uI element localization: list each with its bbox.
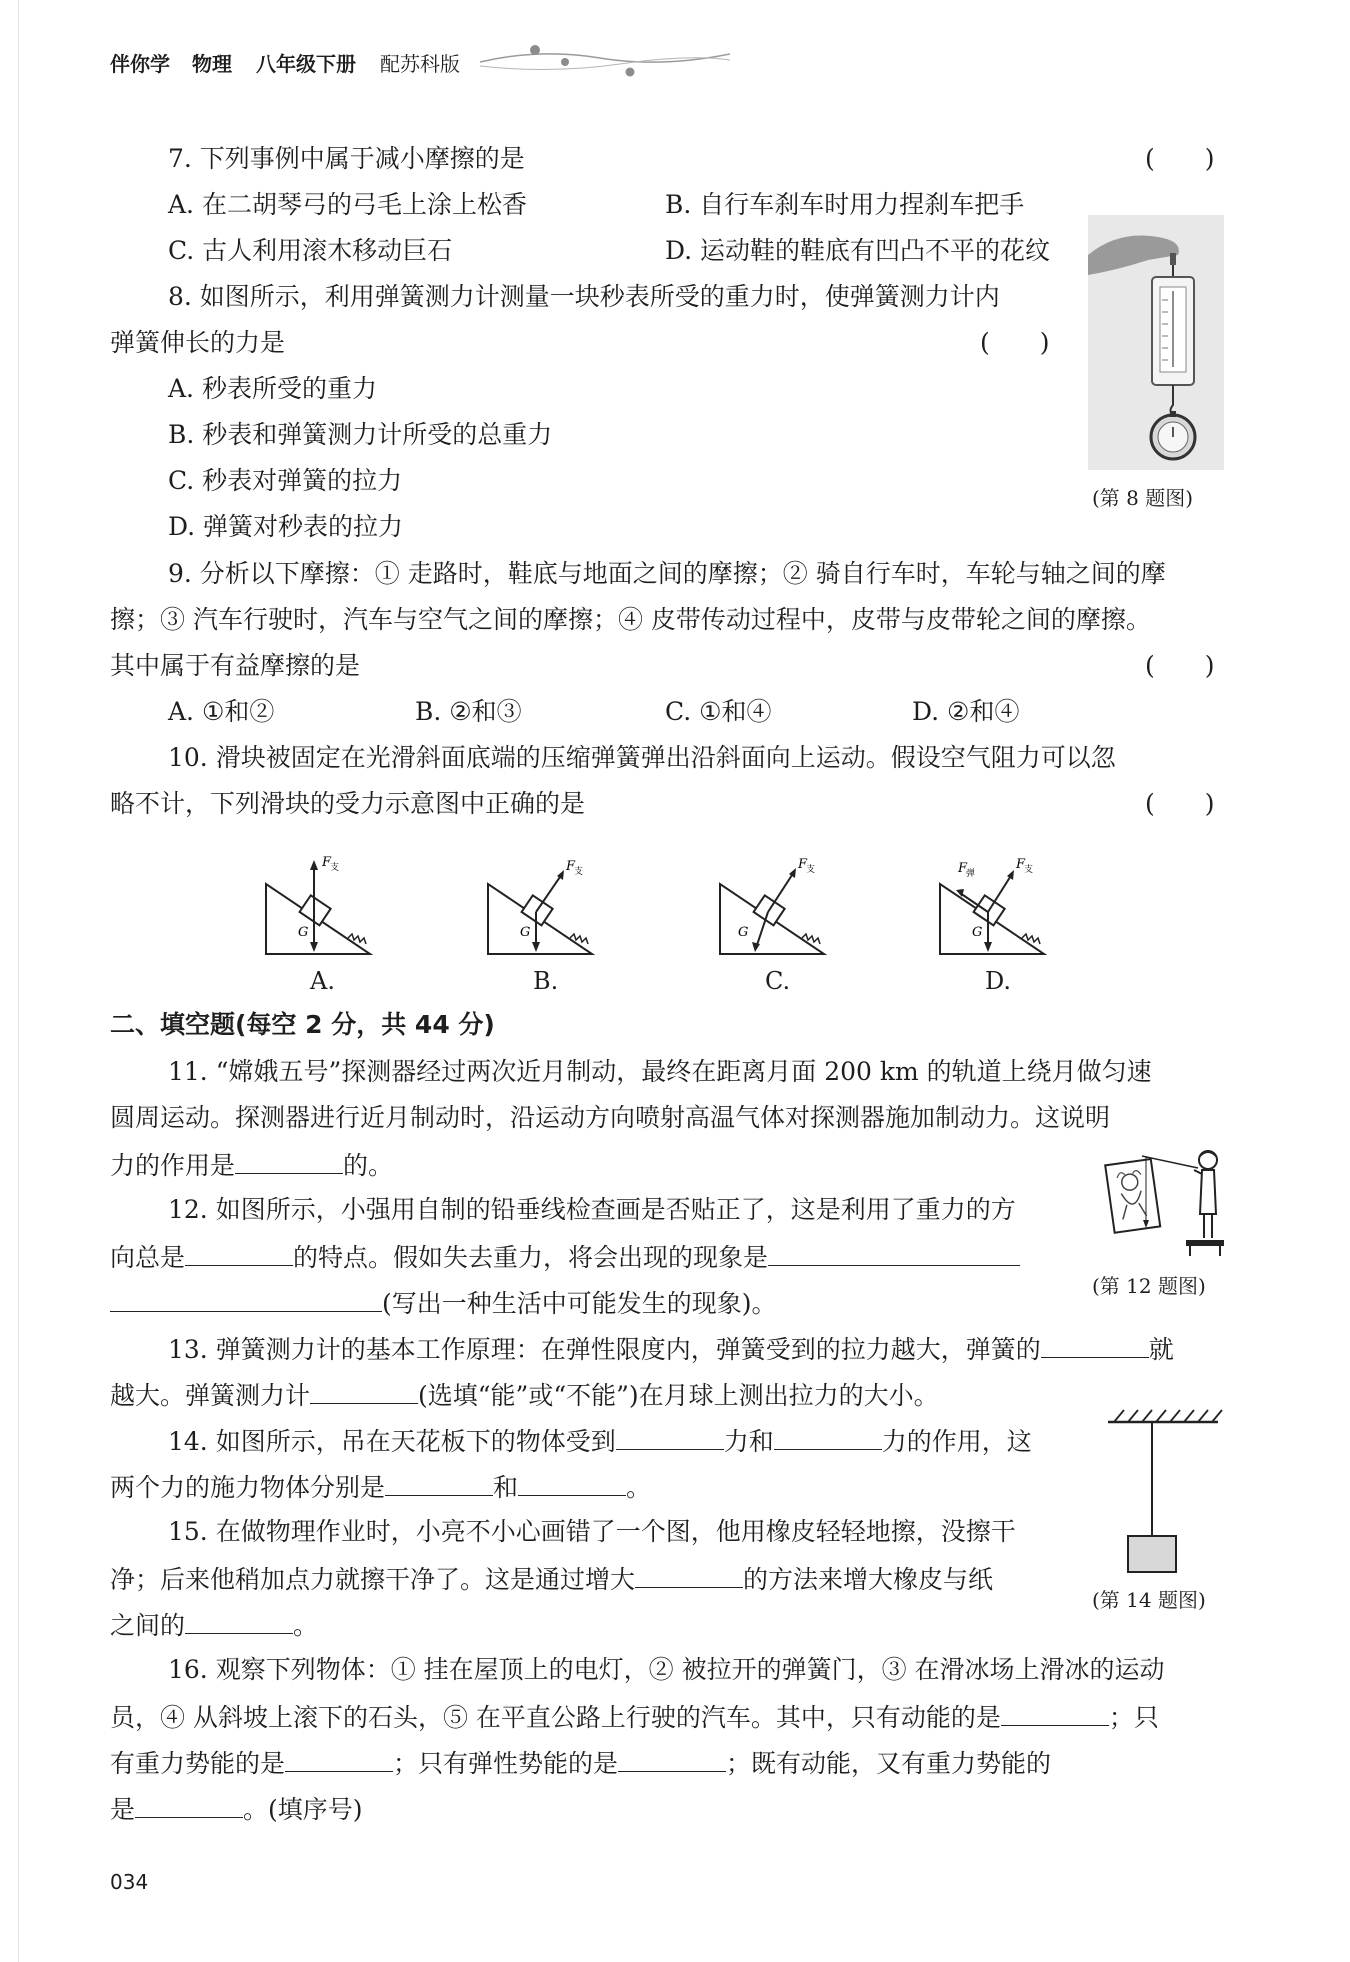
q14-blank-1[interactable] bbox=[616, 1423, 724, 1450]
page-number: 034 bbox=[110, 1870, 149, 1894]
q13-text-d: (选填“能”或“不能”)在月球上测出拉力的大小。 bbox=[418, 1381, 939, 1410]
q8-stem-line2: 弹簧伸长的力是 bbox=[110, 328, 286, 357]
header-decoration bbox=[480, 40, 730, 80]
q8-stem-line1: 8. 如图所示，利用弹簧测力计测量一块秒表所受的重力时，使弹簧测力计内 bbox=[168, 282, 1000, 311]
q14-blank-4[interactable] bbox=[518, 1469, 626, 1496]
q13-text-b: 就 bbox=[1148, 1335, 1174, 1364]
q14-text-a: 14. 如图所示，吊在天花板下的物体受到 bbox=[168, 1427, 616, 1456]
q16-text-a: 员，④ 从斜坡上滚下的石头，⑤ 在平直公路上行驶的汽车。其中，只有动能的是 bbox=[110, 1703, 1001, 1732]
q15-text-b: 的方法来增大橡皮与纸 bbox=[743, 1565, 994, 1594]
q10-figure-d bbox=[936, 848, 1076, 958]
q10-figure-b-label: B. bbox=[533, 967, 559, 995]
q10-figure-c bbox=[716, 848, 856, 958]
q10-c-g-label: G bbox=[738, 925, 749, 940]
q8-option-a: A. 秒表所受的重力 bbox=[168, 374, 377, 403]
q15-text-a: 净；后来他稍加点力就擦干净了。这是通过增大 bbox=[110, 1565, 636, 1594]
q10-d-f2-sub: 弹 bbox=[966, 869, 976, 879]
q11-blank-1[interactable] bbox=[235, 1147, 343, 1174]
q10-a-f-label: F bbox=[322, 855, 332, 870]
q10-figure-d-label: D. bbox=[985, 967, 1012, 995]
q12-text-c: (写出一种生活中可能发生的现象)。 bbox=[382, 1289, 777, 1318]
q15-stem-line3 bbox=[110, 1607, 318, 1641]
q8-answer-paren: ( ) bbox=[980, 328, 1050, 357]
q16-text-d: ；只有弹性势能的是 bbox=[393, 1749, 619, 1778]
q11-stem-line3 bbox=[110, 1147, 393, 1181]
q10-stem-line2: 略不计，下列滑块的受力示意图中正确的是 bbox=[110, 789, 586, 818]
q10-d-f-sub: 支 bbox=[1024, 865, 1034, 875]
q9-option-a: A. ①和② bbox=[168, 697, 275, 726]
q10-figure-c-label: C. bbox=[765, 967, 791, 995]
q10-d-f-label: F bbox=[1016, 857, 1026, 872]
q14-text-e: 和 bbox=[493, 1473, 519, 1502]
header-book: 伴你学 bbox=[110, 52, 170, 76]
q9-stem-line2: 擦；③ 汽车行驶时，汽车与空气之间的摩擦；④ 皮带传动过程中，皮带与皮带轮之间的摩擦。 bbox=[110, 605, 1151, 634]
q14-stem-line1 bbox=[168, 1423, 1032, 1457]
hanging-object-figure bbox=[1106, 1404, 1226, 1574]
q10-b-f-sub: 支 bbox=[574, 867, 584, 877]
q10-c-f-label: F bbox=[798, 857, 808, 872]
q13-text-a: 13. 弹簧测力计的基本工作原理：在弹性限度内，弹簧受到的拉力越大，弹簧的 bbox=[168, 1335, 1041, 1364]
q8-option-c: C. 秒表对弹簧的拉力 bbox=[168, 466, 403, 495]
q8-option-d: D. 弹簧对秒表的拉力 bbox=[168, 512, 404, 541]
q16-stem-line4 bbox=[110, 1791, 363, 1825]
q14-blank-2[interactable] bbox=[774, 1423, 882, 1450]
q7-stem: 7. 下列事例中属于减小摩擦的是 bbox=[168, 144, 525, 173]
q8-option-b: B. 秒表和弹簧测力计所受的总重力 bbox=[168, 420, 553, 449]
q16-blank-3[interactable] bbox=[618, 1745, 726, 1772]
q7-option-c: C. 古人利用滚木移动巨石 bbox=[168, 236, 453, 265]
q12-figure-caption: (第 12 题图) bbox=[1092, 1274, 1206, 1298]
q10-a-f-sub: 支 bbox=[330, 863, 340, 873]
q14-text-c: 力的作用，这 bbox=[881, 1427, 1032, 1456]
header-subject: 物理 bbox=[192, 52, 232, 76]
q10-figure-b bbox=[484, 848, 624, 958]
q12-text-a: 向总是 bbox=[110, 1243, 186, 1272]
q14-text-f: 。 bbox=[626, 1473, 652, 1502]
q16-stem-line1: 16. 观察下列物体：① 挂在屋顶上的电灯，② 被拉开的弹簧门，③ 在滑冰场上滑冰的运动 bbox=[168, 1655, 1165, 1684]
q16-stem-line3 bbox=[110, 1745, 1051, 1779]
q15-text-c: 之间的 bbox=[110, 1611, 186, 1640]
q10-stem-line1: 10. 滑块被固定在光滑斜面底端的压缩弹簧弹出沿斜面向上运动。假设空气阻力可以忽 bbox=[168, 743, 1116, 772]
q15-stem-line2 bbox=[110, 1561, 993, 1595]
q10-b-g-label: G bbox=[520, 925, 531, 940]
q14-figure-caption: (第 14 题图) bbox=[1092, 1588, 1206, 1612]
q9-option-b: B. ②和③ bbox=[415, 697, 522, 726]
q9-option-d: D. ②和④ bbox=[912, 697, 1020, 726]
q13-stem-line2 bbox=[110, 1377, 939, 1411]
q14-stem-line2 bbox=[110, 1469, 651, 1503]
q13-blank-1[interactable] bbox=[1041, 1331, 1149, 1358]
q12-stem-line1: 12. 如图所示，小强用自制的铅垂线检查画是否贴正了，这是利用了重力的方 bbox=[168, 1195, 1016, 1224]
q10-a-g-label: G bbox=[298, 925, 309, 940]
q14-text-b: 力和 bbox=[723, 1427, 774, 1456]
q10-figure-a-label: A. bbox=[310, 967, 335, 995]
q11-stem-line1: 11. “嫦娥五号”探测器经过两次近月制动，最终在距离月面 200 km 的轨道上绕月做匀速 bbox=[168, 1057, 1152, 1086]
q16-blank-4[interactable] bbox=[135, 1791, 243, 1818]
section-fill-in-title: 二、填空题(每空 2 分，共 44 分) bbox=[110, 1010, 495, 1039]
q11-text-b: 的。 bbox=[343, 1151, 394, 1180]
q15-text-d: 。 bbox=[293, 1611, 319, 1640]
q11-stem-line2: 圆周运动。探测器进行近月制动时，沿运动方向喷射高温气体对探测器施加制动力。这说明 bbox=[110, 1103, 1111, 1132]
q16-blank-1[interactable] bbox=[1001, 1699, 1109, 1726]
q12-blank-1[interactable] bbox=[185, 1239, 293, 1266]
q16-text-c: 有重力势能的是 bbox=[110, 1749, 286, 1778]
q10-b-f-label: F bbox=[566, 859, 576, 874]
q15-blank-2[interactable] bbox=[185, 1607, 293, 1634]
page-edge bbox=[18, 0, 19, 1962]
q16-text-f: 是 bbox=[110, 1795, 136, 1824]
q15-stem-line1: 15. 在做物理作业时，小亮不小心画错了一个图，他用橡皮轻轻地擦，没擦干 bbox=[168, 1517, 1016, 1546]
q9-answer-paren: ( ) bbox=[1145, 651, 1215, 680]
q7-option-a: A. 在二胡琴弓的弓毛上涂上松香 bbox=[168, 190, 527, 219]
q12-blank-2b[interactable] bbox=[110, 1285, 382, 1312]
q16-text-g: 。(填序号) bbox=[243, 1795, 363, 1824]
q10-d-g-label: G bbox=[972, 925, 983, 940]
header-edition: 配苏科版 bbox=[380, 52, 460, 76]
q8-figure-caption: (第 8 题图) bbox=[1092, 486, 1194, 510]
q13-text-c: 越大。弹簧测力计 bbox=[110, 1381, 311, 1410]
q9-stem-line1: 9. 分析以下摩擦：① 走路时，鞋底与地面之间的摩擦；② 骑自行车时，车轮与轴之间的摩 bbox=[168, 559, 1166, 588]
q7-answer-paren: ( ) bbox=[1145, 144, 1215, 173]
plumb-line-figure bbox=[1102, 1146, 1226, 1264]
q10-d-f2-label: F bbox=[958, 861, 968, 876]
q12-text-b: 的特点。假如失去重力，将会出现的现象是 bbox=[293, 1243, 769, 1272]
q16-text-e: ；既有动能，又有重力势能的 bbox=[726, 1749, 1052, 1778]
q16-text-b: ；只 bbox=[1108, 1703, 1159, 1732]
q11-text-a: 力的作用是 bbox=[110, 1151, 236, 1180]
q7-option-d: D. 运动鞋的鞋底有凹凸不平的花纹 bbox=[665, 236, 1051, 265]
q12-blank-2a[interactable] bbox=[768, 1239, 1020, 1266]
header-grade: 八年级下册 bbox=[256, 52, 356, 76]
q13-blank-2[interactable] bbox=[310, 1377, 418, 1404]
q9-stem-line3: 其中属于有益摩擦的是 bbox=[110, 651, 361, 680]
q14-text-d: 两个力的施力物体分别是 bbox=[110, 1473, 386, 1502]
q12-stem-line3 bbox=[110, 1285, 777, 1319]
q15-blank-1[interactable] bbox=[635, 1561, 743, 1588]
q12-stem-line2 bbox=[110, 1239, 1020, 1273]
spring-scale-photo bbox=[1088, 215, 1224, 470]
q9-option-c: C. ①和④ bbox=[665, 697, 772, 726]
q10-answer-paren: ( ) bbox=[1145, 789, 1215, 818]
q16-stem-line2 bbox=[110, 1699, 1159, 1733]
q14-blank-3[interactable] bbox=[385, 1469, 493, 1496]
q13-stem-line1 bbox=[168, 1331, 1174, 1365]
q10-figure-a bbox=[262, 848, 402, 958]
q7-option-b: B. 自行车刹车时用力捏刹车把手 bbox=[665, 190, 1025, 219]
q10-c-f-sub: 支 bbox=[806, 865, 816, 875]
q16-blank-2[interactable] bbox=[285, 1745, 393, 1772]
